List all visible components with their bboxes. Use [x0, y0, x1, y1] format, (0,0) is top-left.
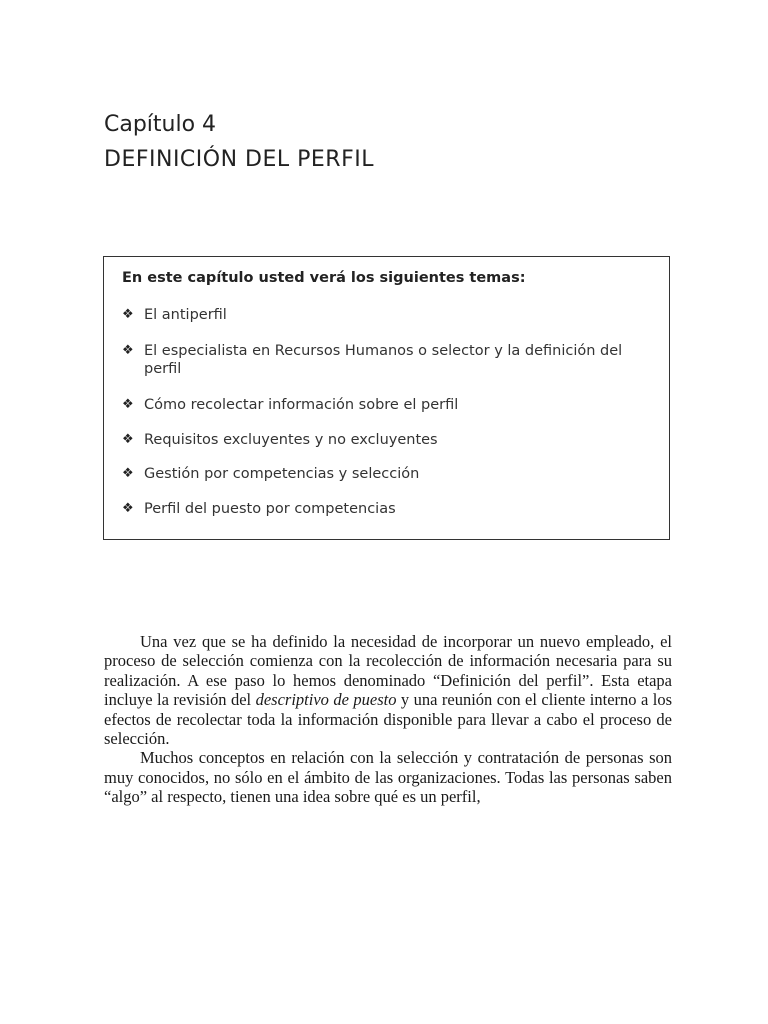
emphasized-term: descriptivo de puesto: [255, 690, 397, 710]
topic-item: [122, 465, 662, 483]
paragraph-1-end: y una reunión con el cliente interno a los efectos de recolectar toda la información disponible para llevar a cabo el proceso de selección.: [104, 690, 673, 749]
topic-item-text: Gestión por competencias y selección: [144, 466, 420, 482]
diamond-bullet-icon: ❖: [122, 501, 134, 516]
chapter-title: DEFINICIÓN DEL PERFIL: [104, 147, 374, 172]
diamond-bullet-icon: ❖: [122, 397, 134, 412]
paragraph-1-start: Una vez que se ha definido la necesidad de incorporar un nuevo empleado, el proceso de selección comienza con la recolección de información necesaria para su realización. A ese paso lo hemos denominado “Definición del perfil”. Esta etapa incluye la revisión del: [104, 632, 672, 710]
topic-item-text: El especialista en Recursos Humanos o selector y la definición del perfil: [144, 343, 623, 377]
topic-item: [122, 431, 662, 449]
diamond-bullet-icon: ❖: [122, 343, 134, 358]
diamond-bullet-icon: ❖: [122, 432, 134, 447]
diamond-bullet-icon: ❖: [122, 466, 134, 481]
topic-item: [122, 396, 662, 414]
topic-item-text: El antiperfil: [144, 307, 227, 323]
topics-box: [103, 256, 670, 540]
topic-item: [122, 342, 662, 378]
paragraph-1: [104, 632, 672, 748]
topic-item-text: Requisitos excluyentes y no excluyentes: [144, 432, 438, 448]
topic-item-text: Cómo recolectar información sobre el perfil: [144, 397, 459, 413]
paragraph-2: Muchos conceptos en relación con la selección y contratación de personas son muy conocidos, no sólo en el ámbito de las organizaciones. Todas las personas saben “algo” al respecto, tienen una idea sobre qué es un perfil,: [104, 748, 672, 807]
topic-item: [122, 306, 662, 324]
topics-intro: En este capítulo usted verá los siguientes temas:: [122, 270, 526, 286]
topic-item: [122, 500, 662, 518]
chapter-number: Capítulo 4: [104, 112, 217, 137]
topic-item-text: Perfil del puesto por competencias: [144, 501, 396, 517]
diamond-bullet-icon: ❖: [122, 307, 134, 322]
body-text: [104, 632, 672, 807]
